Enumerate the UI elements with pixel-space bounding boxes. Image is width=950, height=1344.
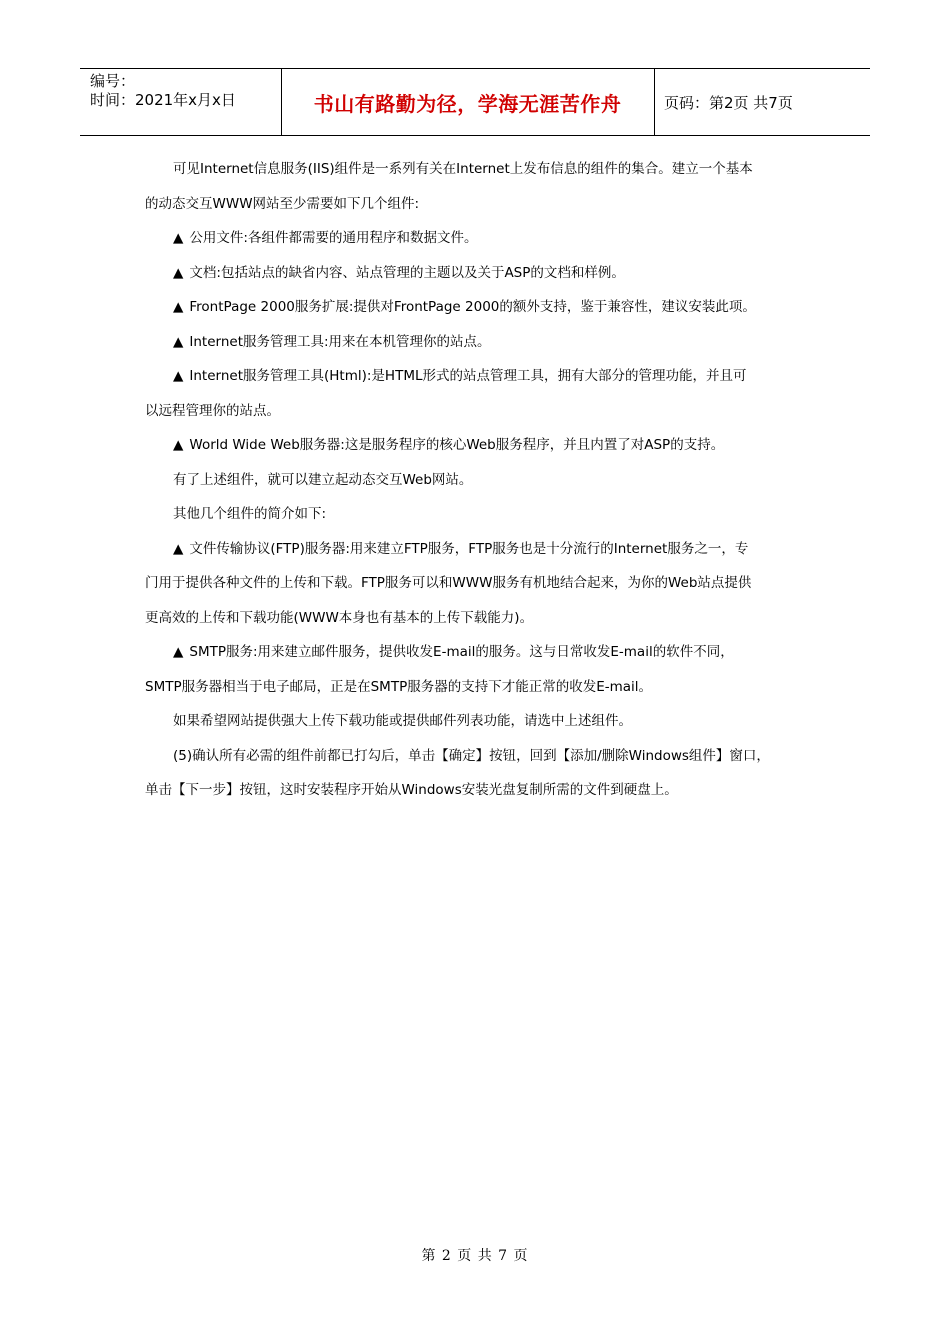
list-item bbox=[145, 359, 810, 394]
serial-number-label: 编号： bbox=[90, 72, 136, 90]
header-meta-cell bbox=[80, 69, 282, 135]
triangle-bullet-icon: ▲ bbox=[173, 368, 184, 384]
header-page-cell bbox=[654, 69, 870, 135]
list-item-continuation: 门用于提供各种文件的上传和下载。FTP服务可以和WWW服务有机地结合起来，为你的Web站点提供 bbox=[145, 575, 752, 591]
paragraph: 可见Internet信息服务(IIS)组件是一系列有关在Internet上发布信息的组件的集合。建立一个基本 bbox=[173, 161, 753, 177]
paragraph: 如果希望网站提供强大上传下载功能或提供邮件列表功能，请选中上述组件。 bbox=[173, 713, 632, 729]
list-item-text: 文档:包括站点的缺省内容、站点管理的主题以及关于ASP的文档和样例。 bbox=[189, 264, 625, 281]
list-item bbox=[145, 532, 810, 567]
triangle-bullet-icon: ▲ bbox=[173, 230, 184, 246]
list-item bbox=[145, 290, 810, 325]
triangle-bullet-icon: ▲ bbox=[173, 299, 184, 315]
triangle-bullet-icon: ▲ bbox=[173, 264, 184, 281]
paragraph-continuation: 单击【下一步】按钮，这时安装程序开始从Windows安装光盘复制所需的文件到硬盘上。 bbox=[145, 782, 678, 798]
list-item-text: 文件传输协议(FTP)服务器:用来建立FTP服务，FTP服务也是十分流行的Internet服务之一，专 bbox=[189, 540, 749, 557]
list-item-continuation: SMTP服务器相当于电子邮局，正是在SMTP服务器的支持下才能正常的收发E-mail。 bbox=[145, 678, 653, 695]
paragraph: 有了上述组件，就可以建立起动态交互Web网站。 bbox=[173, 471, 473, 488]
list-item bbox=[145, 428, 810, 463]
paragraph: (5)确认所有必需的组件前都已打勾后，单击【确定】按钮，回到【添加/删除Windows组件】窗口， bbox=[173, 747, 770, 764]
page-footer: 第 2 页 共 7 页 bbox=[421, 1248, 529, 1264]
paragraph: 其他几个组件的简介如下: bbox=[173, 506, 327, 522]
triangle-bullet-icon: ▲ bbox=[173, 644, 184, 660]
paragraph-continuation: 的动态交互WWW网站至少需要如下几个组件: bbox=[145, 195, 420, 212]
list-item-text: 公用文件:各组件都需要的通用程序和数据文件。 bbox=[189, 230, 478, 246]
list-item-text: Internet服务管理工具:用来在本机管理你的站点。 bbox=[189, 333, 491, 350]
list-item-text: World Wide Web服务器:这是服务程序的核心Web服务程序，并且内置了对ASP的支持。 bbox=[189, 437, 725, 453]
header-motto-cell bbox=[281, 69, 655, 135]
document-body bbox=[145, 152, 810, 808]
triangle-bullet-icon: ▲ bbox=[173, 437, 184, 453]
page-header bbox=[80, 68, 870, 136]
list-item-text: SMTP服务:用来建立邮件服务，提供收发E-mail的服务。这与日常收发E-mail的软件不同， bbox=[189, 644, 734, 660]
list-item-continuation: 以远程管理你的站点。 bbox=[145, 402, 280, 419]
triangle-bullet-icon: ▲ bbox=[173, 540, 184, 557]
list-item-text: FrontPage 2000服务扩展:提供对FrontPage 2000的额外支持，鉴于兼容性，建议安装此项。 bbox=[189, 299, 756, 315]
list-item-continuation: 更高效的上传和下载功能(WWW本身也有基本的上传下载能力)。 bbox=[145, 609, 534, 626]
list-item bbox=[145, 635, 810, 670]
list-item bbox=[145, 325, 810, 360]
motto-text: 书山有路勤为径，学海无涯苦作舟 bbox=[313, 91, 622, 116]
time-label: 时间：2021年x月x日 bbox=[90, 91, 236, 109]
list-item-text: Internet服务管理工具(Html):是HTML形式的站点管理工具，拥有大部分的管理功能，并且可 bbox=[189, 368, 747, 384]
list-item bbox=[145, 256, 810, 291]
triangle-bullet-icon: ▲ bbox=[173, 333, 184, 350]
page-info: 页码：第2页 共7页 bbox=[664, 93, 793, 112]
list-item bbox=[145, 221, 810, 256]
